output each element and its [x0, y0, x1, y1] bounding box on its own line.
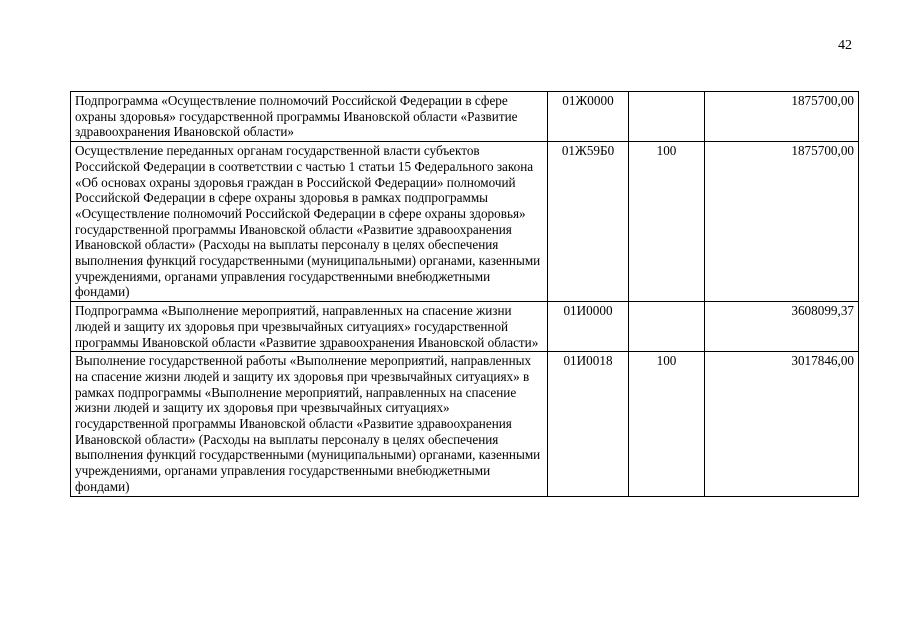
row-code-cell: 01Ж0000	[548, 92, 629, 142]
row-name-cell: Выполнение государственной работы «Выполнение мероприятий, направленных на спасение жизни людей и защиту их здоровья при чрезвычайных ситуациях» в рамках подпрограммы «Выполнение мероприятий, направленных на спасение жизни людей и защиту их здоровья при чрезвычайных ситуациях» государственной программы Ивановской области «Развитие здравоохранения Ивановской области» (Расходы на выплаты персоналу в целях обеспечения выполнения функций государственными (муниципальными) органами, казенными учреждениями, органами управления государственными внебюджетными фондами)	[71, 352, 548, 496]
row-name-cell: Подпрограмма «Выполнение мероприятий, направленных на спасение жизни людей и защиту их здоровья при чрезвычайных ситуациях» государственной программы Ивановской области «Развитие здравоохранения Ивановской области»	[71, 302, 548, 352]
row-type-cell: 100	[629, 352, 705, 496]
row-sum-cell: 1875700,00	[705, 92, 859, 142]
row-sum-cell: 3608099,37	[705, 302, 859, 352]
page-number: 42	[838, 38, 852, 53]
row-type-cell: 100	[629, 142, 705, 302]
row-code-cell: 01Ж59Б0	[548, 142, 629, 302]
table-row	[71, 142, 859, 302]
row-type-cell	[629, 302, 705, 352]
row-sum-cell: 1875700,00	[705, 142, 859, 302]
row-code-cell: 01И0000	[548, 302, 629, 352]
table-row	[71, 92, 859, 142]
table-row	[71, 302, 859, 352]
row-name-cell: Подпрограмма «Осуществление полномочий Российской Федерации в сфере охраны здоровья» государственной программы Ивановской области «Развитие здравоохранения Ивановской области»	[71, 92, 548, 142]
row-type-cell	[629, 92, 705, 142]
row-code-cell: 01И0018	[548, 352, 629, 496]
row-sum-cell: 3017846,00	[705, 352, 859, 496]
budget-table	[70, 91, 859, 497]
row-name-cell: Осуществление переданных органам государственной власти субъектов Российской Федерации в соответствии с частью 1 статьи 15 Федерального закона «Об основах охраны здоровья граждан в Российской Федерации» полномочий Российской Федерации в сфере охраны здоровья в рамках подпрограммы «Осуществление полномочий Российской Федерации в сфере охраны здоровья» государственной программы Ивановской области «Развитие здравоохранения Ивановской области» (Расходы на выплаты персоналу в целях обеспечения выполнения функций государственными (муниципальными) органами, казенными учреждениями, органами управления государственными внебюджетными фондами)	[71, 142, 548, 302]
table-row	[71, 352, 859, 496]
